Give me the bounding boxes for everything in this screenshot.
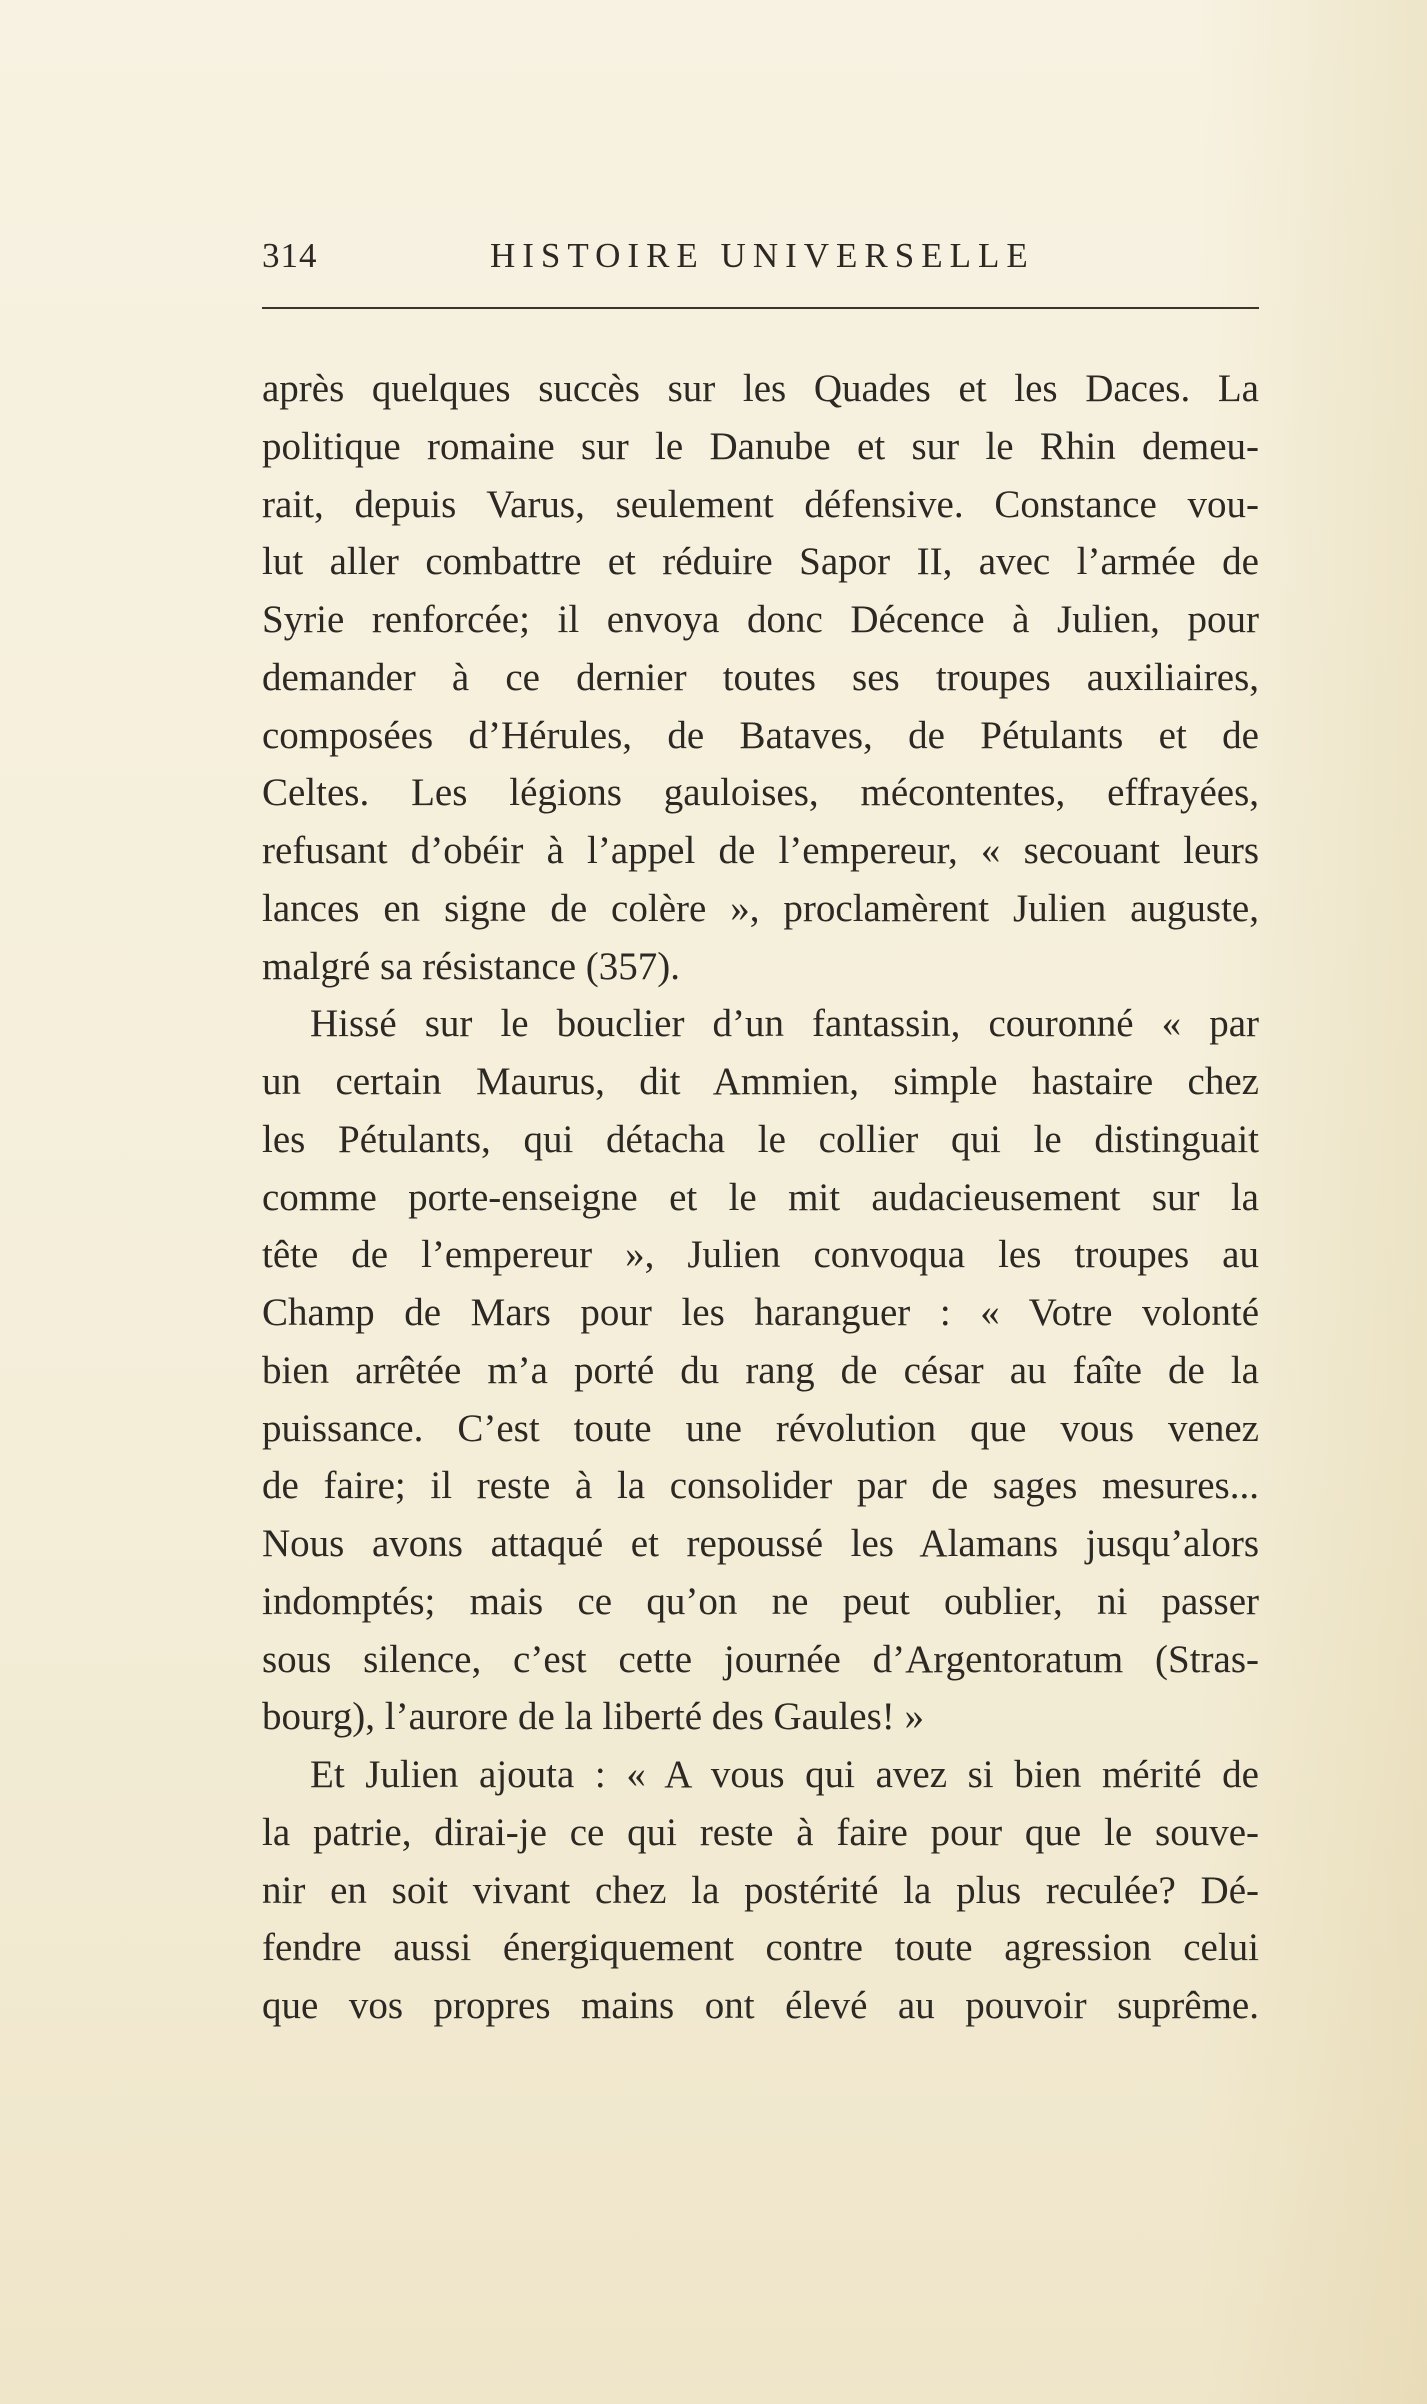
text-line: la patrie, dirai-je ce qui reste à faire pour que le souve- xyxy=(262,1810,1259,1854)
text-line: puissance. C’est toute une révolution que vous venez xyxy=(262,1406,1259,1450)
text-line: un certain Maurus, dit Ammien, simple hastaire chez xyxy=(262,1060,1259,1103)
text-line: tête de l’empereur », Julien convoqua les troupes au xyxy=(262,1233,1259,1277)
text-line: bien arrêtée m’a porté du rang de césar au faîte de la xyxy=(262,1348,1259,1392)
text-line: rait, depuis Varus, seulement défensive. Constance vou- xyxy=(262,482,1259,526)
text-line-paragraph-end: malgré sa résistance (357). xyxy=(262,944,680,988)
text-line: fendre aussi énergiquement contre toute agression celui xyxy=(262,1926,1259,1970)
text-line: les Pétulants, qui détacha le collier qui le distinguait xyxy=(262,1117,1259,1161)
running-title: HISTOIRE UNIVERSELLE xyxy=(490,236,1035,275)
text-line: sous silence, c’est cette journée d’Argentoratum (Stras- xyxy=(262,1637,1259,1681)
text-line: après quelques succès sur les Quades et les Daces. La xyxy=(262,367,1259,410)
text-line: nir en soit vivant chez la postérité la plus reculée? Dé- xyxy=(262,1868,1259,1912)
text-line: politique romaine sur le Danube et sur le Rhin demeu- xyxy=(262,424,1259,468)
header-rule xyxy=(262,307,1259,309)
text-line-paragraph-start: Et Julien ajouta : « A vous qui avez si bien mérité de xyxy=(310,1753,1259,1796)
text-line: que vos propres mains ont élevé au pouvoir suprême. xyxy=(262,1984,1259,2027)
text-line: lances en signe de colère », proclamèrent Julien auguste, xyxy=(262,886,1259,930)
text-line: refusant d’obéir à l’appel de l’empereur, « secouant leurs xyxy=(262,829,1259,872)
page-number: 314 xyxy=(262,236,318,275)
running-head xyxy=(262,236,1259,286)
text-line: comme porte-enseigne et le mit audacieusement sur la xyxy=(262,1175,1259,1219)
text-line: indomptés; mais ce qu’on ne peut oublier, ni passer xyxy=(262,1579,1259,1623)
text-line: Nous avons attaqué et repoussé les Alamans jusqu’alors xyxy=(262,1522,1259,1565)
body-text xyxy=(262,360,1259,2035)
text-line: lut aller combattre et réduire Sapor II, avec l’armée de xyxy=(262,540,1259,584)
text-line-paragraph-start: Hissé sur le bouclier d’un fantassin, couronné « par xyxy=(310,1002,1259,1046)
text-line: Champ de Mars pour les haranguer : « Votre volonté xyxy=(262,1291,1259,1334)
text-line: composées d’Hérules, de Bataves, de Pétulants et de xyxy=(262,713,1259,757)
text-line: demander à ce dernier toutes ses troupes auxiliaires, xyxy=(262,655,1259,699)
text-line: Syrie renforcée; il envoya donc Décence à Julien, pour xyxy=(262,598,1259,641)
text-line-paragraph-end: bourg), l’aurore de la liberté des Gaules! » xyxy=(262,1695,925,1739)
text-line: de faire; il reste à la consolider par de sages mesures... xyxy=(262,1464,1259,1508)
text-line: Celtes. Les légions gauloises, mécontentes, effrayées, xyxy=(262,771,1259,815)
